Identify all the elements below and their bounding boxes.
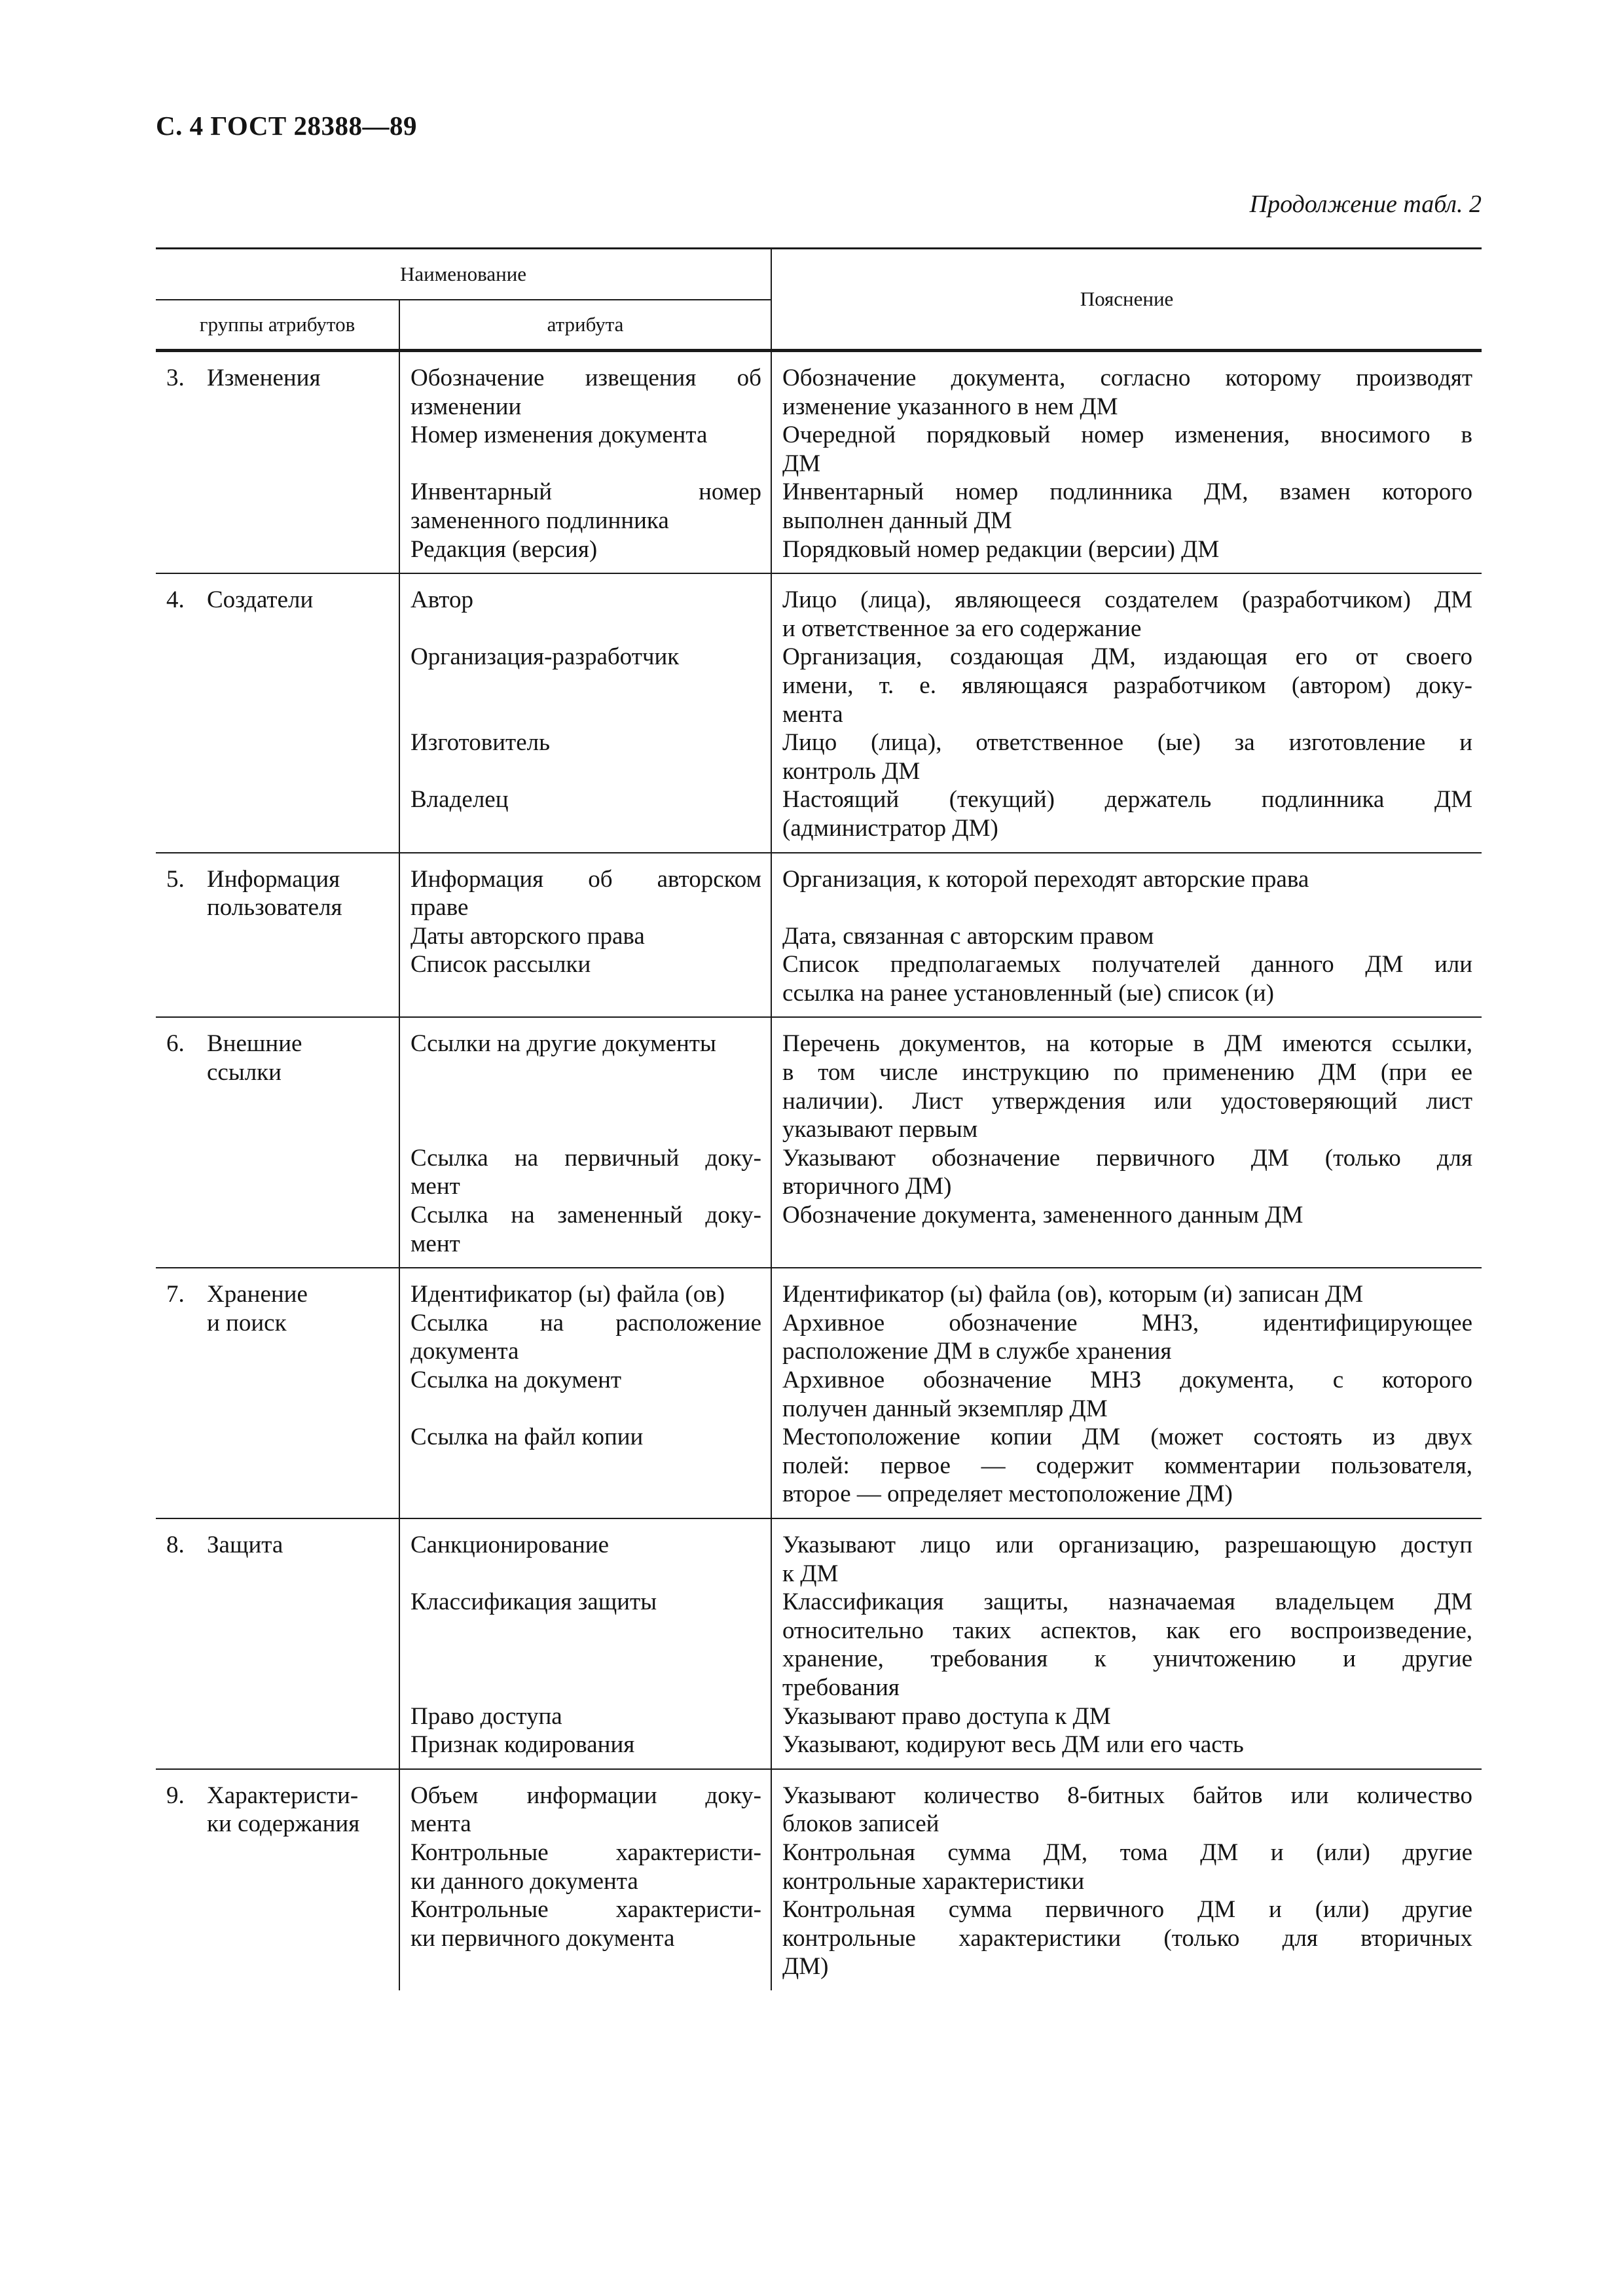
attribute-entry [410,421,761,478]
explanation-line: Обозначение документа, замененного данным ДМ [782,1202,1304,1229]
attribute-entry [410,1782,761,1839]
attribute-line: мент [410,1230,460,1257]
attribute-cell [399,1518,771,1769]
group-name-line: Защита [207,1531,283,1558]
attribute-line: Информация об авторском [410,865,762,893]
explanation-line: Контрольная сумма ДМ, тома ДМ и (или) другие [782,1839,1473,1866]
table-row [156,1017,1482,1268]
group-name [207,865,391,922]
attribute-entry [410,364,761,421]
attribute-entry [410,1309,761,1366]
group-number: 9. [166,1782,185,1809]
group-number: 6. [166,1030,185,1058]
explanation-line: расположение ДМ в службе хранения [782,1338,1172,1365]
explanation-cell [771,1518,1482,1769]
group-name-line: Информация [207,865,340,893]
explanation-line: ДМ) [782,1953,829,1981]
group-name [207,1030,391,1086]
group-name-line: и поиск [207,1309,287,1336]
header-name: Наименование [156,249,771,300]
attribute-line: документа [410,1338,519,1365]
attribute-entry [410,1423,761,1509]
explanation-line: Лицо (лица), являющееся создателем (разработчиком) ДМ [782,586,1473,614]
attribute-line: Санкционирование [410,1531,610,1558]
group-name-line: Хранение [207,1281,308,1308]
group-cell [156,1017,399,1268]
explanation-line: Организация, к которой переходят авторские права [782,865,1309,893]
attribute-line [410,1115,761,1144]
explanation-line: к ДМ [782,1560,839,1587]
explanation-line: Указывают количество 8-битных байтов или количество [782,1782,1473,1809]
explanation-line: Перечень документов, на которые в ДМ имеются ссылки, [782,1030,1473,1058]
attribute-entry [410,1839,761,1895]
attribute-entry [410,535,761,564]
page-header: С. 4 ГОСТ 28388—89 [156,111,418,141]
explanation-line: Дата, связанная с авторским правом [782,922,1154,950]
attribute-line [410,1480,761,1509]
explanation-entry [782,586,1472,643]
attribute-line: Номер изменения документа [410,422,708,449]
attribute-entry [410,1588,761,1702]
explanation-entry [782,922,1472,951]
attribute-line: Идентификатор (ы) файла (ов) [410,1281,725,1308]
explanation-line: указывают первым [782,1116,978,1143]
explanation-entry [782,950,1472,1007]
attribute-line: Изготовитель [410,729,550,757]
table-row [156,1268,1482,1518]
attribute-line [410,1395,761,1424]
attribute-entry [410,1702,761,1731]
explanation-line: Порядковый номер редакции (версии) ДМ [782,535,1220,563]
explanation-entry [782,1201,1472,1258]
attribute-line: изменении [410,393,522,420]
explanation-entry [782,535,1472,564]
explanation-entry [782,865,1472,922]
attribute-cell [399,1017,771,1268]
explanation-line: блоков записей [782,1810,939,1838]
group-name-line: Характеристи- [207,1782,359,1809]
attribute-cell [399,573,771,852]
explanation-entry [782,1030,1472,1143]
explanation-entry [782,1531,1472,1588]
explanation-line: Архивное обозначение МНЗ документа, с которого [782,1367,1473,1393]
attribute-line: Контрольные характеристи- [410,1896,762,1924]
attribute-line [410,1058,761,1087]
table-row [156,351,1482,574]
group-name [207,586,391,615]
attribute-entry [410,478,761,535]
explanation-line: Архивное обозначение МНЗ, идентифицирующее [782,1309,1473,1336]
explanation-line: имени, т. е. являющаяся разработчиком (автором) доку- [782,672,1473,699]
attribute-line: мент [410,1173,460,1200]
table-row [156,573,1482,852]
attribute-line [410,1952,761,1981]
explanation-entry [782,1423,1472,1509]
explanation-line: Идентификатор (ы) файла (ов), которым (и) записан ДМ [782,1281,1364,1308]
explanation-entry [782,421,1472,478]
explanation-entry [782,1366,1472,1423]
attribute-line: Классификация защиты [410,1588,657,1616]
explanation-line: требования [782,1674,900,1701]
explanation-entry [782,1280,1472,1309]
explanation-line: мента [782,700,843,728]
explanation-line: Местоположение копии ДМ (может состоять из двух [782,1424,1473,1451]
attribute-line [410,1617,761,1645]
explanation-line: изменение указанного в нем ДМ [782,393,1118,420]
attribute-line [410,1645,761,1674]
attribute-line: ки данного документа [410,1867,638,1895]
attribute-line: Ссылка на замененный доку- [410,1202,762,1229]
table-row [156,1518,1482,1769]
explanation-entry [782,785,1472,842]
attribute-line: Ссылка на документ [410,1367,622,1393]
group-name-line: ки содержания [207,1810,360,1838]
table-row [156,853,1482,1018]
explanation-cell [771,1268,1482,1518]
explanation-entry [782,1839,1472,1895]
attribute-line: мента [410,1810,471,1838]
attribute-line: Ссылка на расположение [410,1309,762,1336]
header-group: группы атрибутов [156,300,399,351]
explanation-line: Контрольная сумма первичного ДМ и (или) другие [782,1896,1473,1924]
attribute-entry [410,1366,761,1423]
group-number: 4. [166,586,185,614]
table-continuation-caption: Продолжение табл. 2 [1249,190,1482,218]
header-attribute: атрибута [399,300,771,351]
explanation-line: и ответственное за его содержание [782,615,1142,642]
explanation-line: ссылка на ранее установленный (ые) список (и) [782,979,1274,1007]
group-cell [156,573,399,852]
attribute-line: Ссылки на другие документы [410,1030,716,1058]
attribute-entry [410,1144,761,1201]
explanation-entry [782,643,1472,728]
attribute-line: Ссылка на файл копии [410,1424,644,1451]
explanation-entry [782,1588,1472,1702]
attribute-line: Инвентарный номер [410,478,762,506]
attribute-entry [410,1895,761,1981]
explanation-entry [782,1702,1472,1731]
group-name [207,1782,391,1839]
explanation-line: Список предполагаемых получателей данного ДМ или [782,951,1473,978]
explanation-cell [771,1017,1482,1268]
table-row [156,1769,1482,1990]
explanation-line: (администратор ДМ) [782,814,998,842]
group-number: 3. [166,365,185,391]
explanation-entry [782,1782,1472,1839]
explanation-cell [771,351,1482,574]
explanation-line: Обозначение документа, согласно которому производят [782,365,1473,391]
group-cell [156,1518,399,1769]
explanation-line: относительно таких аспектов, как его воспроизведение, [782,1617,1473,1644]
explanation-line: Организация, создающая ДМ, издающая его от своего [782,643,1473,671]
explanation-entry [782,364,1472,421]
attribute-entry [410,643,761,728]
attribute-entry [410,1030,761,1143]
attribute-cell [399,853,771,1018]
group-number: 7. [166,1281,185,1308]
explanation-line: получен данный экземпляр ДМ [782,1395,1108,1422]
explanation-line: контрольные характеристики [782,1867,1085,1895]
explanation-cell [771,573,1482,852]
attribute-entry [410,1201,761,1258]
explanation-line: Классификация защиты, назначаемая владельцем ДМ [782,1588,1473,1616]
attributes-table [156,247,1482,1990]
group-name [207,364,391,393]
explanation-entry [782,728,1472,785]
explanation-line: полей: первое — содержит комментарии пользователя, [782,1452,1473,1479]
attribute-line [410,1674,761,1702]
explanation-line: вторичного ДМ) [782,1173,952,1200]
explanation-line: контрольные характеристики (только для вторичных [782,1924,1473,1952]
group-name [207,1280,391,1337]
group-cell [156,1268,399,1518]
group-name-line: пользователя [207,894,342,922]
attribute-entry [410,950,761,1007]
explanation-line: наличии). Лист утверждения или удостоверяющий лист [782,1087,1473,1115]
attribute-line: Владелец [410,786,509,814]
attribute-cell [399,1769,771,1990]
attribute-line: Право доступа [410,1702,562,1730]
attribute-line: праве [410,894,469,922]
attribute-line: Автор [410,586,473,614]
explanation-entry [782,1144,1472,1201]
attribute-entry [410,785,761,842]
attribute-line: Признак кодирования [410,1731,635,1759]
explanation-cell [771,1769,1482,1990]
group-cell [156,1769,399,1990]
attribute-line [410,1452,761,1480]
explanation-line: Настоящий (текущий) держатель подлинника ДМ [782,786,1473,814]
attribute-line [410,1560,761,1588]
explanation-line [782,893,1472,922]
attribute-entry [410,865,761,922]
group-number: 5. [166,865,185,893]
explanation-line: хранение, требования к уничтожению и другие [782,1645,1473,1673]
explanation-line [782,1230,1472,1259]
attribute-entry [410,586,761,643]
explanation-line: Указывают, кодируют весь ДМ или его часть [782,1731,1244,1759]
attribute-cell [399,351,771,574]
header-explanation: Пояснение [771,249,1482,351]
attribute-line: Объем информации доку- [410,1782,762,1809]
group-number: 8. [166,1531,185,1558]
explanation-line: Указывают лицо или организацию, разрешающую доступ [782,1531,1473,1558]
explanation-line: второе — определяет местоположение ДМ) [782,1480,1233,1508]
group-name-line: ссылки [207,1059,282,1086]
attribute-line: Даты авторского права [410,922,645,950]
attribute-line: Организация-разработчик [410,643,680,671]
explanation-line: ДМ [782,450,821,477]
explanation-line: в том числе инструкцию по применению ДМ (при ее [782,1059,1473,1086]
explanation-line: Указывают право доступа к ДМ [782,1702,1111,1730]
explanation-entry [782,478,1472,535]
attribute-entry [410,728,761,785]
attribute-line: Редакция (версия) [410,535,598,563]
attribute-line: замененного подлинника [410,507,669,534]
explanation-line: Указывают обозначение первичного ДМ (только для [782,1144,1473,1172]
attribute-entry [410,1531,761,1588]
attribute-line [410,1087,761,1116]
attribute-line: Контрольные характеристи- [410,1839,762,1866]
group-name-line: Изменения [207,365,321,391]
attribute-cell [399,1268,771,1518]
group-cell [156,853,399,1018]
group-cell [156,351,399,574]
explanation-line: Очередной порядковый номер изменения, вносимого в [782,422,1473,449]
attribute-entry [410,922,761,951]
group-name-line: Создатели [207,586,314,614]
explanation-entry [782,1309,1472,1366]
explanation-line: выполнен данный ДМ [782,507,1012,534]
explanation-entry [782,1895,1472,1981]
group-name [207,1531,391,1560]
explanation-line: Лицо (лица), ответственное (ые) за изготовление и [782,729,1473,757]
explanation-cell [771,853,1482,1018]
attribute-line: Ссылка на первичный доку- [410,1144,762,1172]
group-name-line: Внешние [207,1030,302,1058]
attribute-entry [410,1280,761,1309]
explanation-line: Инвентарный номер подлинника ДМ, взамен которого [782,478,1473,506]
attribute-entry [410,1731,761,1759]
attribute-line: Обозначение извещения об [410,365,762,391]
explanation-line: контроль ДМ [782,757,921,785]
explanation-entry [782,1731,1472,1759]
attribute-line: Список рассылки [410,951,591,978]
attribute-line: ки первичного документа [410,1924,675,1952]
